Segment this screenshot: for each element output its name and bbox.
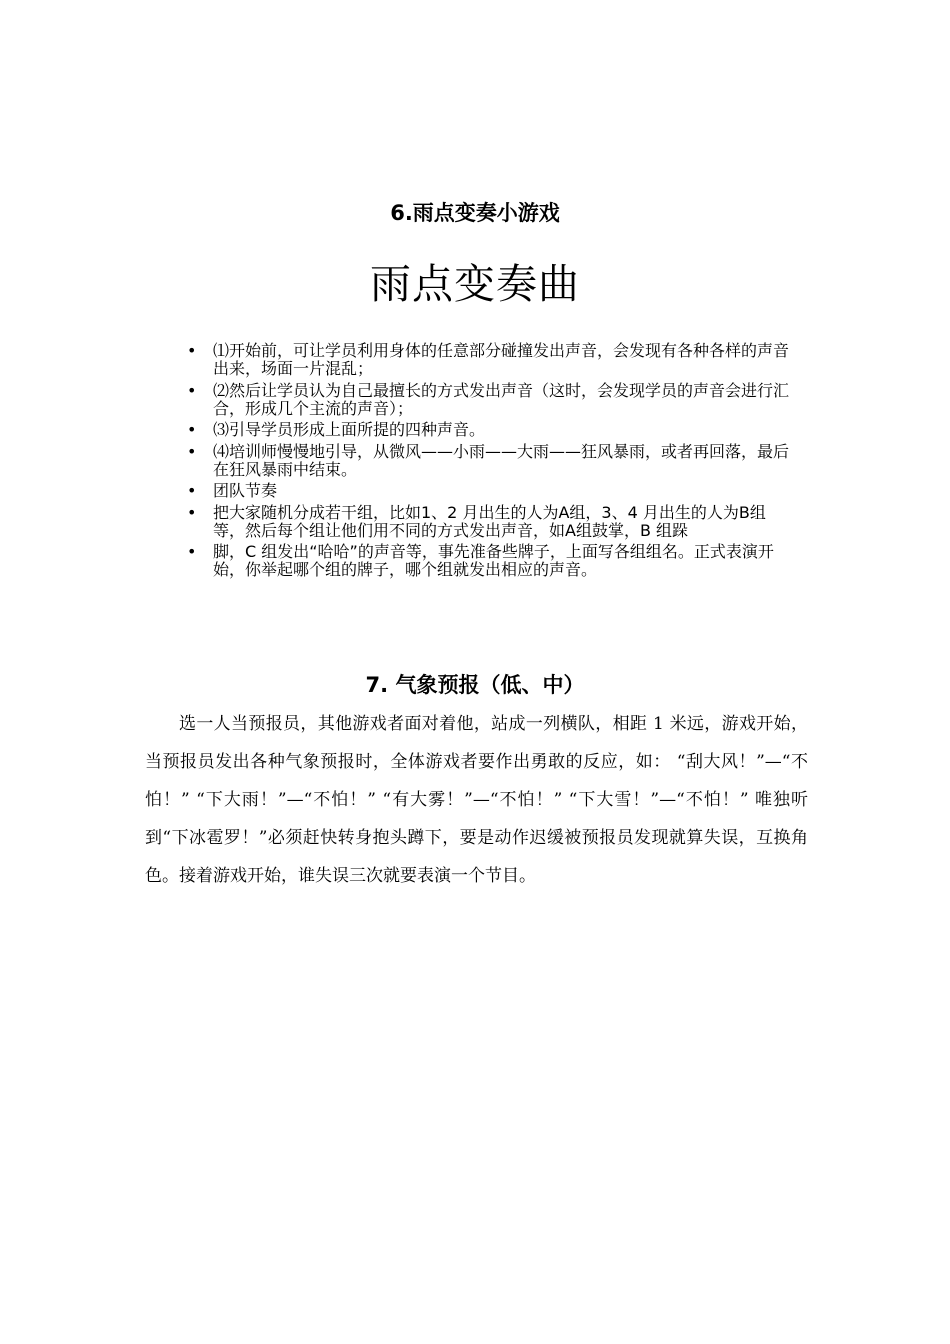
list-item: [185, 421, 795, 439]
list-item-text: ⑶引导学员形成上面所提的四种声音。: [213, 420, 486, 439]
bullet-icon: •: [187, 502, 197, 522]
list-item: [185, 504, 795, 540]
body-paragraph: 选一人当预报员，其他游戏者面对着他，站成一列横队，相距 1 米远，游戏开始，当预报员发出各种气象预报时，全体游戏者要作出勇敢的反应，如： “刮大风！”—“不怕！” “下大雨！”—“不怕！” “有大雾！”—“不怕！” “下大雪！”—“不怕！” 唯独听到“下冰雹罗！”必须赶快转身抱头蹲下，要是动作迟缓被预报员发现就算失误，互换角色。接着游戏开始，谁失误三次就要表演一个节目。: [145, 714, 808, 886]
bullet-icon: •: [187, 341, 197, 360]
list-item: [185, 382, 795, 418]
list-item-text: ⑷培训师慢慢地引导，从微风——小雨——大雨——狂风暴雨，或者再回落，最后在狂风暴雨中结束。: [213, 441, 790, 479]
list-item-text: ⑵然后让学员认为自己最擅长的方式发出声音（这时，会发现学员的声音会进行汇合，形成几个主流的声音）；: [213, 380, 790, 418]
bullet-list: [185, 342, 795, 583]
list-item-text: ⑴开始前，可让学员利用身体的任意部分碰撞发出声音，会发现有各种各样的声音出来，场面一片混乱；: [213, 341, 790, 378]
bullet-icon: •: [187, 481, 197, 500]
bullet-icon: •: [187, 380, 197, 400]
bullet-icon: •: [187, 420, 197, 439]
list-item-text: 把大家随机分成若干组，比如1、2 月出生的人为A组，3、4 月出生的人为B组等，然后每个组让他们用不同的方式发出声音，如A组鼓掌，B 组跺: [213, 502, 766, 540]
list-item: [185, 342, 795, 378]
list-item: [185, 543, 795, 579]
section-6-heading: 6.雨点变奏小游戏: [390, 201, 560, 225]
list-item-text: 脚，C 组发出“哈哈”的声音等，事先准备些牌子，上面写各组组名。正式表演开始，你举起哪个组的牌子，哪个组就发出相应的声音。: [213, 542, 774, 579]
bullet-icon: •: [187, 542, 197, 561]
list-item: [185, 443, 795, 479]
section-7-heading: 7. 气象预报（低、中）: [365, 673, 585, 697]
list-item-text: 团队节奏: [213, 481, 278, 500]
slide-title: 雨点变奏曲: [370, 260, 580, 308]
list-item: [185, 482, 795, 500]
bullet-icon: •: [187, 441, 197, 461]
